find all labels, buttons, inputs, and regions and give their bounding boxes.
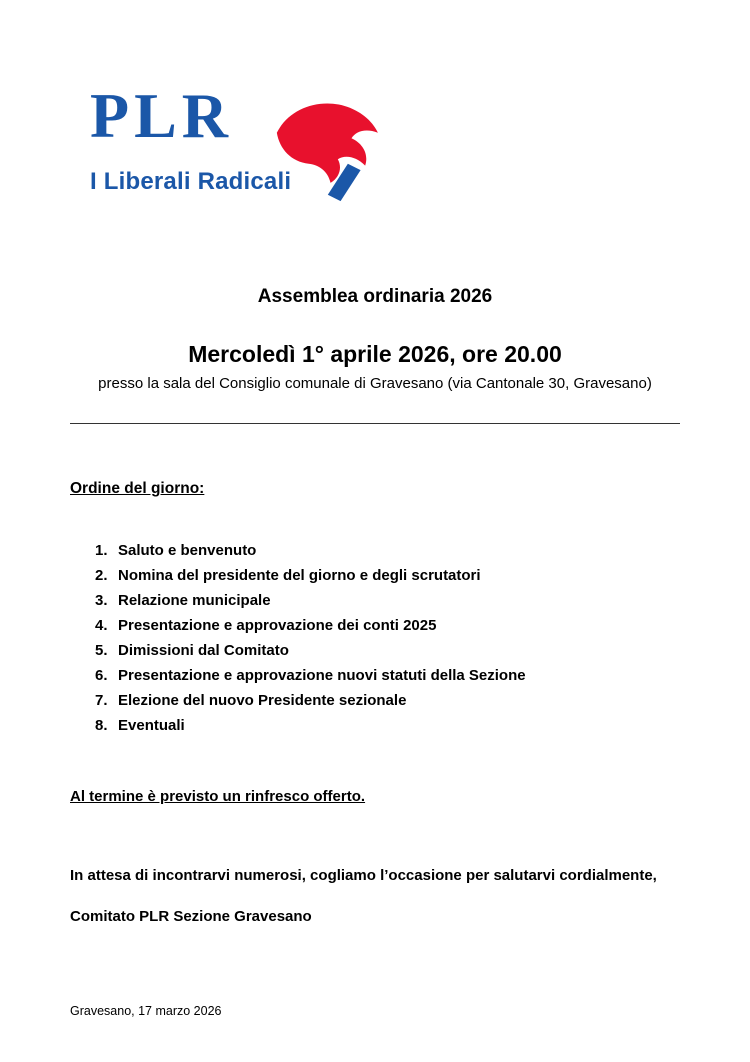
agenda-heading: Ordine del giorno: (70, 480, 205, 497)
agenda-item (95, 638, 680, 663)
agenda-item-text: Presentazione e approvazione nuovi statuti della Sezione (118, 667, 526, 684)
agenda-item-number: 8. (95, 717, 108, 734)
plr-wordmark: PLR (90, 80, 233, 151)
agenda-item-text: Elezione del nuovo Presidente sezionale (118, 692, 407, 709)
agenda-item (95, 663, 680, 688)
agenda-item-number: 7. (95, 692, 108, 709)
event-location-line: presso la sala del Consiglio comunale di Gravesano (via Cantonale 30, Gravesano) (98, 375, 652, 392)
agenda-item (95, 588, 680, 613)
agenda-item (95, 563, 680, 588)
committee-signature: Comitato PLR Sezione Gravesano (70, 908, 312, 925)
refreshment-note: Al termine è previsto un rinfresco offerto. (70, 788, 366, 805)
closing-greeting: In attesa di incontrarvi numerosi, cogliamo l’occasione per salutarvi cordialmente, (70, 867, 657, 884)
agenda-item-text: Eventuali (118, 717, 185, 734)
agenda-item-number: 3. (95, 592, 108, 609)
plr-tagline: I Liberali Radicali (90, 168, 292, 195)
event-date-line: Mercoledì 1° aprile 2026, ore 20.00 (188, 341, 562, 367)
agenda-item (95, 688, 680, 713)
place-date-line: Gravesano, 17 marzo 2026 (70, 1004, 222, 1018)
agenda-item-number: 4. (95, 617, 108, 634)
agenda-item-number: 6. (95, 667, 108, 684)
agenda-item-text: Saluto e benvenuto (118, 542, 257, 559)
agenda-item-text: Presentazione e approvazione dei conti 2025 (118, 617, 437, 634)
plr-logo (90, 80, 510, 210)
agenda-item (95, 713, 680, 738)
agenda-item-text: Nomina del presidente del giorno e degli scrutatori (118, 567, 481, 584)
agenda-item (95, 538, 680, 563)
agenda-item-text: Relazione municipale (118, 592, 271, 609)
document-title: Assemblea ordinaria 2026 (257, 286, 493, 307)
horizontal-rule (70, 423, 680, 424)
agenda-item-number: 1. (95, 542, 108, 559)
agenda-item-number: 2. (95, 567, 108, 584)
agenda-item-number: 5. (95, 642, 108, 659)
agenda-list (95, 538, 680, 738)
agenda-item-text: Dimissioni dal Comitato (118, 642, 289, 659)
agenda-item (95, 613, 680, 638)
